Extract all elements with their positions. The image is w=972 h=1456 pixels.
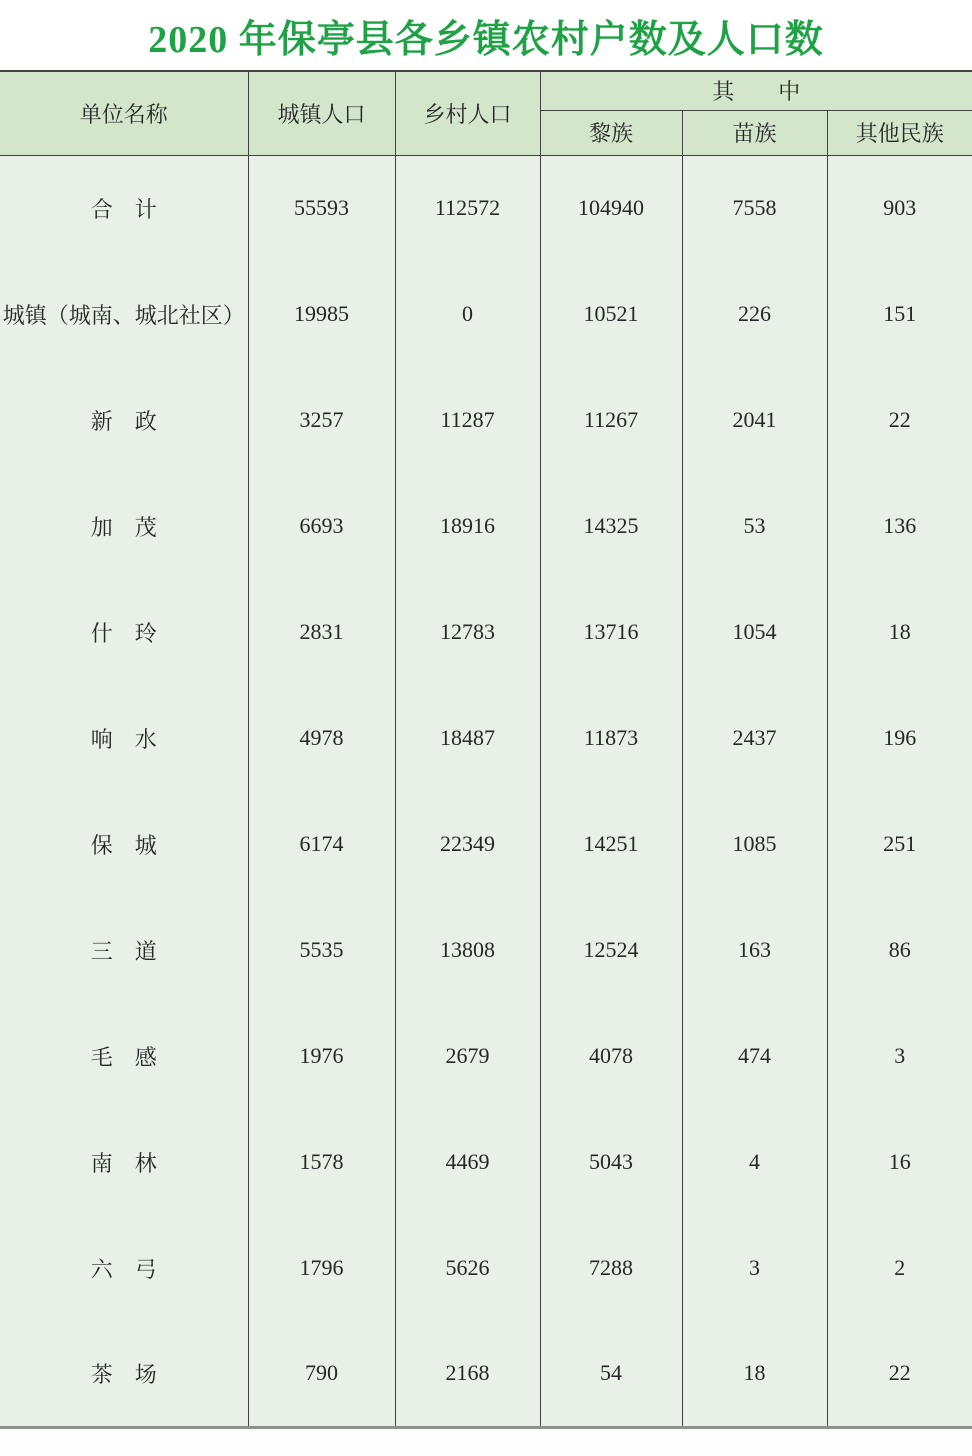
urban-pop-cell: 4978 [248,685,395,791]
other-pop-cell: 251 [827,791,972,897]
header-li-ethnic: 黎族 [540,110,682,155]
rural-pop-cell: 2168 [395,1321,540,1427]
miao-pop-cell: 3 [682,1215,827,1321]
other-pop-cell: 3 [827,1003,972,1109]
li-pop-cell: 54 [540,1321,682,1427]
table-row [0,579,972,685]
rural-pop-cell: 18916 [395,473,540,579]
unit-name-cell: 响 水 [0,685,248,791]
header-among-which: 其 中 [540,71,972,110]
table-row [0,473,972,579]
rural-pop-cell: 0 [395,261,540,367]
urban-pop-cell: 6693 [248,473,395,579]
miao-pop-cell: 226 [682,261,827,367]
rural-pop-cell: 2679 [395,1003,540,1109]
other-pop-cell: 86 [827,897,972,1003]
miao-pop-cell: 53 [682,473,827,579]
rural-pop-cell: 12783 [395,579,540,685]
miao-pop-cell: 1054 [682,579,827,685]
rural-pop-cell: 5626 [395,1215,540,1321]
miao-pop-cell: 474 [682,1003,827,1109]
urban-pop-cell: 6174 [248,791,395,897]
urban-pop-cell: 19985 [248,261,395,367]
unit-name-cell: 三 道 [0,897,248,1003]
table-row [0,791,972,897]
miao-pop-cell: 1085 [682,791,827,897]
header-miao-ethnic: 苗族 [682,110,827,155]
page-title: 2020 年保亭县各乡镇农村户数及人口数 [148,18,824,61]
other-pop-cell: 196 [827,685,972,791]
li-pop-cell: 11267 [540,367,682,473]
table-row [0,685,972,791]
li-pop-cell: 11873 [540,685,682,791]
other-pop-cell: 2 [827,1215,972,1321]
miao-pop-cell: 4 [682,1109,827,1215]
rural-pop-cell: 18487 [395,685,540,791]
miao-pop-cell: 2437 [682,685,827,791]
table-row [0,1215,972,1321]
unit-name-cell: 合 计 [0,155,248,261]
urban-pop-cell: 55593 [248,155,395,261]
other-pop-cell: 136 [827,473,972,579]
unit-name-cell: 南 林 [0,1109,248,1215]
unit-name-cell: 加 茂 [0,473,248,579]
unit-name-cell: 六 弓 [0,1215,248,1321]
li-pop-cell: 4078 [540,1003,682,1109]
urban-pop-cell: 1578 [248,1109,395,1215]
table-header [0,71,972,155]
other-pop-cell: 151 [827,261,972,367]
other-pop-cell: 16 [827,1109,972,1215]
rural-pop-cell: 4469 [395,1109,540,1215]
unit-name-cell: 保 城 [0,791,248,897]
other-pop-cell: 22 [827,1321,972,1427]
rural-pop-cell: 13808 [395,897,540,1003]
unit-name-cell: 毛 感 [0,1003,248,1109]
unit-name-cell: 城镇（城南、城北社区） [0,261,248,367]
miao-pop-cell: 7558 [682,155,827,261]
urban-pop-cell: 790 [248,1321,395,1427]
rural-pop-cell: 22349 [395,791,540,897]
table-row [0,1003,972,1109]
li-pop-cell: 12524 [540,897,682,1003]
header-rural-pop: 乡村人口 [395,71,540,155]
table-row [0,261,972,367]
miao-pop-cell: 2041 [682,367,827,473]
li-pop-cell: 104940 [540,155,682,261]
urban-pop-cell: 2831 [248,579,395,685]
urban-pop-cell: 1976 [248,1003,395,1109]
li-pop-cell: 10521 [540,261,682,367]
population-table [0,70,972,1429]
table-row [0,1109,972,1215]
header-urban-pop: 城镇人口 [248,71,395,155]
title-band [0,0,972,70]
table-row [0,367,972,473]
li-pop-cell: 5043 [540,1109,682,1215]
li-pop-cell: 14251 [540,791,682,897]
li-pop-cell: 7288 [540,1215,682,1321]
header-row-top [0,71,972,110]
li-pop-cell: 13716 [540,579,682,685]
table-row [0,155,972,261]
rural-pop-cell: 11287 [395,367,540,473]
other-pop-cell: 22 [827,367,972,473]
unit-name-cell: 新 政 [0,367,248,473]
urban-pop-cell: 3257 [248,367,395,473]
urban-pop-cell: 1796 [248,1215,395,1321]
rural-pop-cell: 112572 [395,155,540,261]
other-pop-cell: 18 [827,579,972,685]
unit-name-cell: 什 玲 [0,579,248,685]
header-other-ethnic: 其他民族 [827,110,972,155]
table-row [0,897,972,1003]
other-pop-cell: 903 [827,155,972,261]
header-unit-name: 单位名称 [0,71,248,155]
miao-pop-cell: 18 [682,1321,827,1427]
unit-name-cell: 茶 场 [0,1321,248,1427]
table-body [0,155,972,1427]
table-row [0,1321,972,1427]
li-pop-cell: 14325 [540,473,682,579]
urban-pop-cell: 5535 [248,897,395,1003]
miao-pop-cell: 163 [682,897,827,1003]
